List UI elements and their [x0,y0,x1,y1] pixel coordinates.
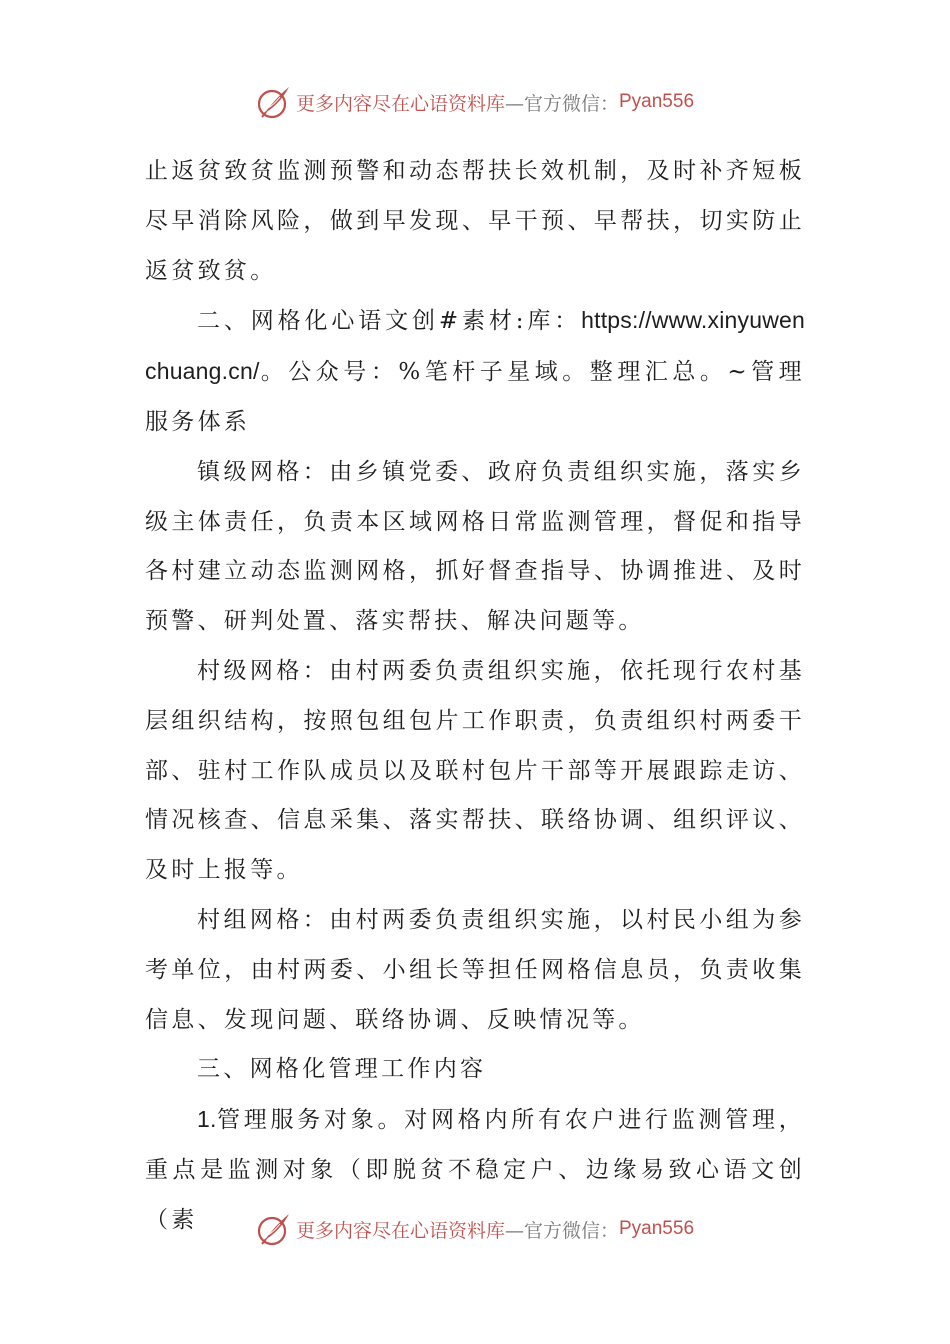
heading-prefix: 二、网格化心语文创#素材:库： [197,308,582,335]
website-url: https://www.xinyuwenchuang.cn/ [145,307,805,385]
banner-library-text: 更多内容尽在心语资料库 [295,1219,505,1242]
paragraph-group-grid: 村组网格：由村两委负责组织实施，以村民小组为参考单位，由村两委、小组长等担任网格信息员，负责收集信息、发现问题、联络协调、反映情况等。 [145,906,805,1033]
paragraph-village-grid: 村级网格：由村两委负责组织实施，依托现行农村基层组织结构，按照包组包片工作职责，负责组织村两委干部、驻村工作队成员以及联村包片干部等开展跟踪走访、情况核查、信息采集、落实帮扶、联络协调、组织评议、及时上报等。 [145,657,805,884]
quill-logo-icon [256,84,292,120]
banner-wechat-id: Pyan556 [619,1218,695,1239]
section-heading-work-content: 三、网格化管理工作内容 [197,1056,487,1083]
header-banner [0,80,950,124]
banner-library-text: 更多内容尽在心语资料库 [295,92,505,115]
banner-wechat-label: —官方微信： [504,92,619,115]
banner-wechat-label: —官方微信： [504,1219,619,1242]
paragraph-town-grid: 镇级网格：由乡镇党委、政府负责组织实施，落实乡级主体责任，负责本区域网格日常监测管理，督促和指导各村建立动态监测网格，抓好督查指导、协调推进、及时预警、研判处置、落实帮扶、解决问题等。 [145,458,805,635]
item-text: 管理服务对象。对网格内所有农户进行监测管理，重点是监测对象（即脱贫不稳定户、边缘易致心语文创（素 [145,1107,805,1233]
paragraph-continuation: 止返贫致贫监测预警和动态帮扶长效机制，及时补齐短板尽早消除风险，做到早发现、早干预、早帮扶，切实防止返贫致贫。 [145,158,805,284]
item-number: 1. [197,1106,217,1133]
document-body [145,147,805,1246]
heading-suffix: 。公众号：%笔杆子星域。整理汇总。~管理服务体系 [145,359,805,435]
section-heading-grid-system [145,296,805,447]
footer-banner [0,1207,950,1251]
quill-logo-icon [256,1211,292,1247]
banner-wechat-id: Pyan556 [619,91,695,112]
